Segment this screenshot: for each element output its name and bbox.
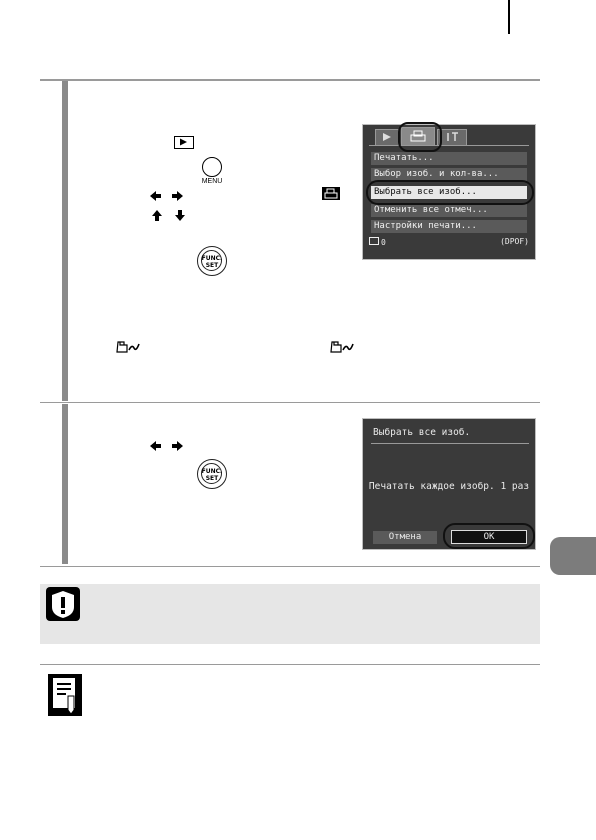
arrow-right-icon [172,441,184,451]
page-marker [508,0,510,34]
memo-top-rule [40,664,540,665]
arrow-left-icon [150,191,162,201]
step2-bar [62,404,68,564]
print-tab-icon [322,187,340,200]
cancel-button: Отмена [373,531,437,544]
menu-item-print: Печатать... [371,152,527,165]
func-label: FUNC. [201,468,223,475]
dpof-print-icon [116,341,142,353]
confirm-message: Печатать каждое изобр. 1 раз [368,481,530,492]
func-label: FUNC. [201,255,223,262]
menu-item-select-images: Выбор изоб. и кол-ва... [371,168,527,181]
menu-item-cancel-all: Отменить все отмеч... [371,204,527,217]
menu-button-icon [201,157,223,189]
arrow-down-icon [175,210,185,222]
play-icon [382,132,392,142]
playback-button-icon [174,136,194,149]
dpof-print-icon [330,341,356,353]
caution-note-box [40,584,540,644]
func-set-button-icon [197,246,227,276]
print-count: 0 [381,238,386,247]
arrow-right-icon [172,191,184,201]
dpof-label: (DPOF) [500,237,529,246]
step1-bar [62,81,68,401]
caution-icon [46,587,80,621]
ok-button: OK [451,530,527,544]
memo-icon [48,674,82,716]
step2-bottom-rule [40,566,540,567]
func-set-button-icon [197,459,227,489]
tools-icon [445,132,459,142]
print-count-icon [369,237,379,245]
tab-playback [375,129,399,145]
set-label: SET [205,475,219,482]
chapter-side-tab [550,537,596,575]
step1-top-rule [40,79,540,81]
highlight-select-all [366,180,534,205]
menu-item-select-all: Выбрать все изоб... [371,186,527,199]
confirm-title: Выбрать все изоб. [373,427,471,438]
arrow-left-icon [150,441,162,451]
arrow-up-icon [152,210,162,222]
set-label: SET [205,262,219,269]
step2-top-rule [40,402,540,403]
menu-footer [369,237,529,247]
highlight-ok [443,523,535,549]
menu-button-label: MENU [201,178,223,185]
menu-item-print-settings: Настройки печати... [371,220,527,233]
highlight-print-tab [398,122,442,152]
